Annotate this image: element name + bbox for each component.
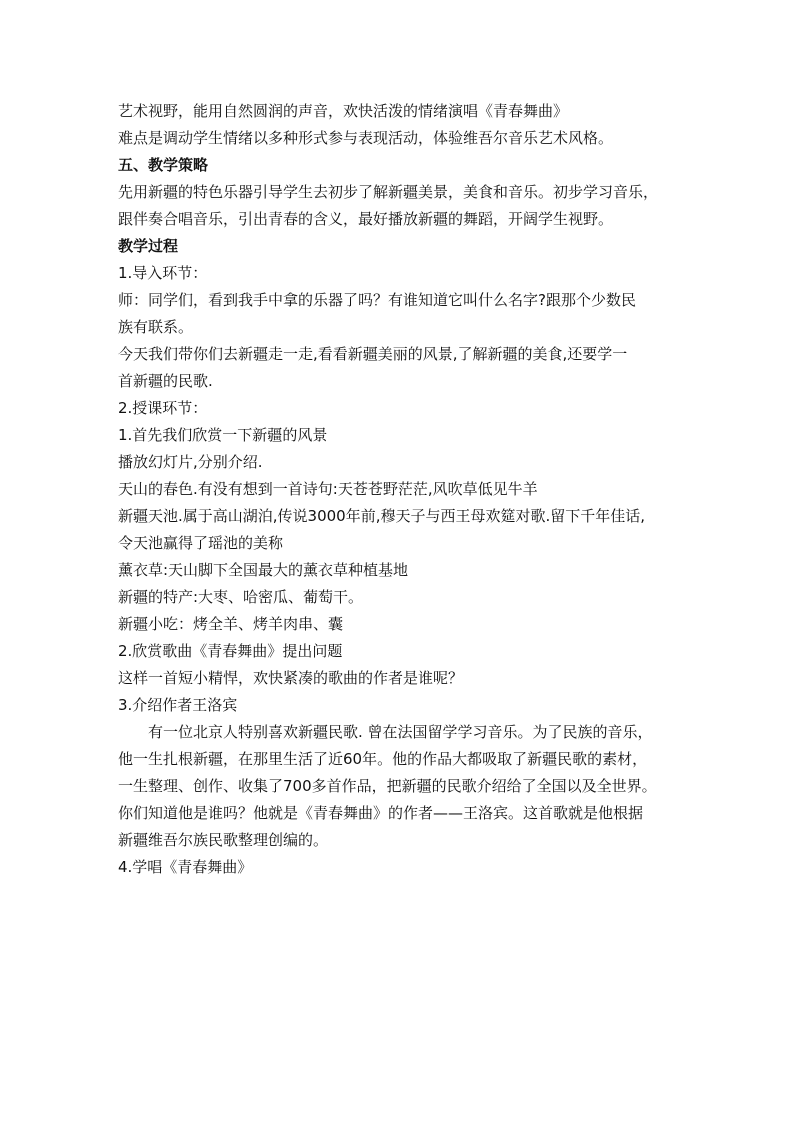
text-line-13: 1.首先我们欣赏一下新疆的风景 [118, 426, 328, 444]
text-line-27: 你们知道他是谁吗？他就是《青春舞曲》的作者——王洛宾。这首歌就是他根据 [118, 804, 644, 822]
text-line-18: 薰衣草:天山脚下全国最大的薰衣草种植基地 [118, 561, 409, 579]
text-line-15: 天山的春色.有没有想到一首诗句:天苍苍野茫茫,风吹草低见牛羊 [118, 480, 538, 498]
text-line-9: 族有联系。 [118, 318, 194, 336]
text-line-16: 新疆天池.属于高山湖泊,传说3000年前,穆天子与西王母欢筵对歌.留下千年佳话, [118, 507, 646, 525]
text-line-20: 新疆小吃：烤全羊、烤羊肉串、囊 [118, 615, 344, 633]
section-heading-process: 教学过程 [118, 237, 179, 255]
text-line-21: 2.欣赏歌曲《青春舞曲》提出问题 [118, 642, 343, 660]
text-line-23: 3.介绍作者王洛宾 [118, 696, 238, 714]
document-body [118, 98, 680, 881]
text-line-28: 新疆维吾尔族民歌整理创编的。 [118, 831, 329, 849]
text-line-17: 令天池赢得了瑶池的美称 [118, 534, 284, 552]
text-line-25: 他一生扎根新疆，在那里生活了近60年。他的作品大都吸取了新疆民歌的素材， [118, 750, 648, 768]
text-line-4: 先用新疆的特色乐器引导学生去初步了解新疆美景，美食和音乐。初步学习音乐， [118, 183, 659, 201]
text-line-19: 新疆的特产:大枣、哈密瓜、葡萄干。 [118, 588, 364, 606]
text-line-11: 首新疆的民歌. [118, 372, 213, 390]
text-line-14: 播放幻灯片,分别介绍. [118, 453, 263, 471]
text-line-8: 师：同学们，看到我手中拿的乐器了吗？有谁知道它叫什么名字?跟那个少数民 [118, 291, 636, 309]
text-line-29: 4.学唱《青春舞曲》 [118, 858, 253, 876]
text-line-24: 有一位北京人特别喜欢新疆民歌. 曾在法国留学学习音乐。为了民族的音乐， [148, 723, 653, 741]
text-line-5: 跟伴奏合唱音乐，引出青春的含义，最好播放新疆的舞蹈，开阔学生视野。 [118, 210, 614, 228]
subheading-teaching: 2.授课环节： [118, 399, 208, 417]
section-heading-strategy: 五、教学策略 [118, 156, 209, 174]
text-line-22: 这样一首短小精悍，欢快紧凑的歌曲的作者是谁呢？ [118, 669, 464, 687]
subheading-intro: 1.导入环节： [118, 264, 208, 282]
text-line-2: 难点是调动学生情绪以多种形式参与表现活动，体验维吾尔音乐艺术风格。 [118, 129, 614, 147]
text-line-10: 今天我们带你们去新疆走一走,看看新疆美丽的风景,了解新疆的美食,还要学一 [118, 345, 628, 363]
text-line-26: 一生整理、创作、收集了700多首作品，把新疆的民歌介绍给了全国以及全世界。 [118, 777, 657, 795]
text-line-1: 艺术视野，能用自然圆润的声音，欢快活泼的情绪演唱《青春舞曲》 [118, 102, 569, 120]
